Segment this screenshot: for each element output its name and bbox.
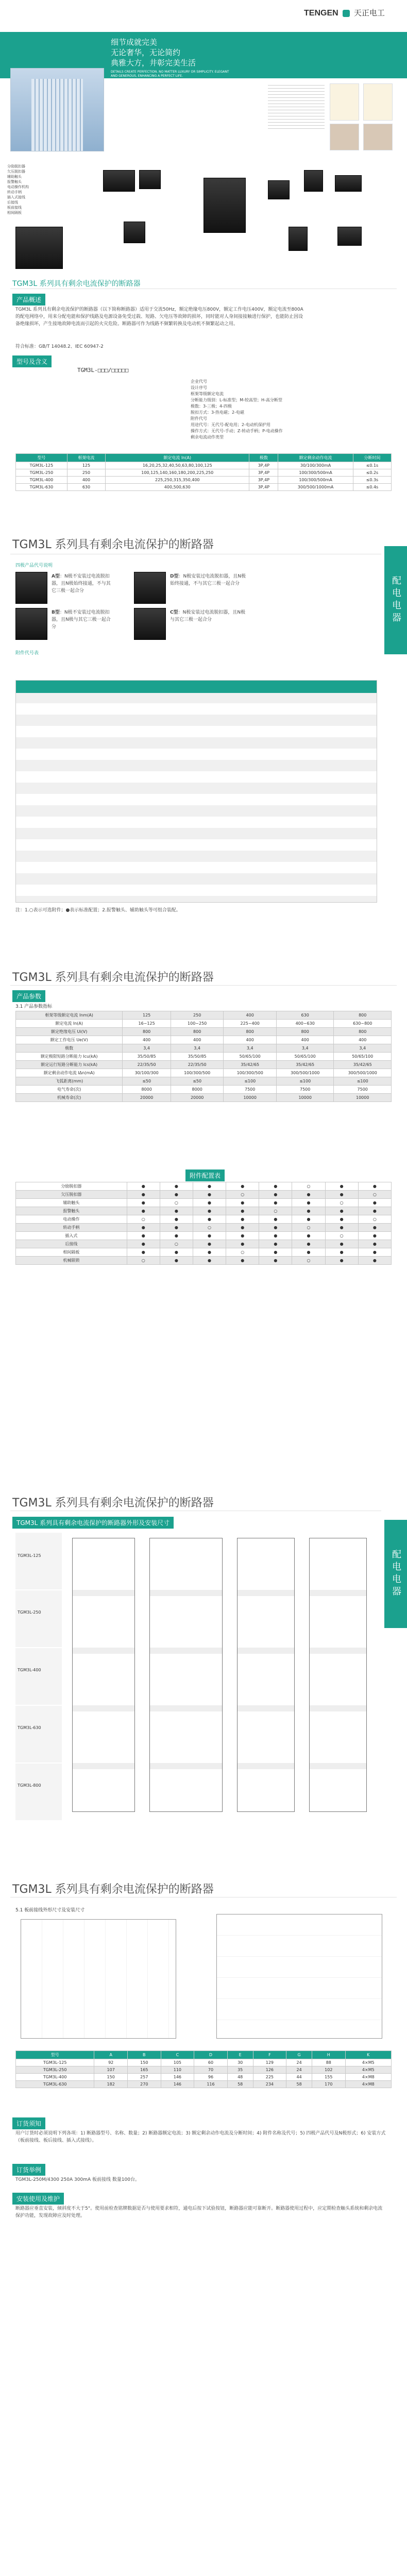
table-cell: 270: [127, 2081, 161, 2088]
param-name: 飞弧距离(mm): [16, 1077, 123, 1086]
param-value: 50/65/100: [334, 1053, 392, 1061]
accessory-caption: 附件配置表: [185, 1170, 225, 1181]
breaker-type-image: [15, 572, 47, 604]
type-desc: D型：N极安装过电流脱扣器，且N极始终接通，不与其它三极一起合分: [170, 574, 246, 586]
order-heading: 订货须知: [12, 2117, 45, 2129]
table-header: 型号: [16, 2051, 94, 2059]
table-row: [16, 2066, 392, 2074]
table-header: 极数: [249, 454, 278, 462]
param-value: 400: [123, 1036, 171, 1044]
table-cell: 24: [286, 2059, 312, 2066]
accessory-label: 板前接线: [7, 206, 22, 210]
param-value: 10000: [224, 1094, 277, 1102]
example-text: TGM3L-250M/4300 250A 300mA 板前接线 数量100台。: [15, 2177, 140, 2182]
table-cell: TGM3L-400: [16, 477, 67, 484]
param-value: 225~400: [224, 1020, 277, 1028]
param-name: 机械寿命(次): [16, 1094, 123, 1102]
param-value: 50/65/100: [276, 1053, 334, 1061]
accessory-image: [103, 170, 135, 192]
accessory-label: 辅助触头: [7, 175, 22, 179]
dimension-row-label: TGM3L-630: [18, 1725, 41, 1730]
param-value: 125: [123, 1011, 171, 1020]
dimension-row-label: TGM3L-800: [18, 1783, 41, 1788]
table-cell: 58: [286, 2081, 312, 2088]
param-value: 400: [224, 1011, 277, 1020]
accessory-name: 分励脱扣器: [16, 1182, 127, 1191]
table-header: F: [253, 2051, 286, 2059]
table-cell: 105: [161, 2059, 194, 2066]
param-name: 额定绝缘电压 Ui(V): [16, 1028, 123, 1036]
param-value: 100/300/500: [224, 1069, 277, 1077]
table-header: D: [194, 2051, 228, 2059]
param-value: 7500: [334, 1086, 392, 1094]
accessory-label: 分励脱扣器: [7, 164, 25, 168]
type-text: N极安装过电流脱扣器，且N极与其它三极一起合分: [170, 610, 246, 622]
table-cell: 250: [67, 469, 105, 477]
table-header: 额定电流 In(A): [106, 454, 249, 462]
table-cell: 24: [286, 2066, 312, 2074]
accessory-label: 后接线: [7, 200, 18, 205]
param-name: 额定运行短路分断能力 Ics(kA): [16, 1061, 123, 1069]
example-heading: 订货举例: [12, 2164, 45, 2176]
table-cell: 225,250,315,350,400: [106, 477, 249, 484]
outline-drawing: [309, 1538, 367, 1812]
table-cell: 165: [127, 2066, 161, 2074]
param-value: 16~125: [123, 1020, 171, 1028]
breaker-type-image: [134, 572, 166, 604]
param-name: 额定电流 In(A): [16, 1020, 123, 1028]
param-value: 7500: [224, 1086, 277, 1094]
certificate-image: [330, 83, 359, 121]
table-cell: 100/300/500mA: [278, 477, 353, 484]
param-value: 400: [224, 1036, 277, 1044]
breaker-type-image: [134, 608, 166, 640]
breaker-type-image: [15, 608, 47, 640]
table-cell: 4×M5: [345, 2059, 391, 2066]
table-cell: 3P,4P: [249, 484, 278, 491]
accessory-image: [337, 227, 362, 246]
accessory-name: 相间隔板: [16, 1248, 127, 1257]
table-cell: TGM3L-400: [16, 2074, 94, 2081]
param-value: 50/65/100: [224, 1053, 277, 1061]
model-note: 脱扣方式：3-热电磁；2-电磁: [191, 410, 244, 415]
outline-drawing: [72, 1538, 135, 1812]
param-name: 额定极限短路分断能力 Icu(kA): [16, 1053, 123, 1061]
section-title: TGM3L 系列具有剩余电流保护的断路器: [12, 538, 214, 551]
model-note: 设计序号: [191, 385, 207, 390]
table-cell: 4×M8: [345, 2074, 391, 2081]
model-code: TGM3L-□□□/□□□□□: [77, 367, 129, 374]
table-cell: 300/500/1000mA: [278, 484, 353, 491]
param-value: ≤50: [123, 1077, 171, 1086]
section-title: TGM3L 系列具有剩余电流保护的断路器: [12, 280, 141, 288]
dimension-drawing: [216, 1914, 382, 2039]
table-cell: 170: [312, 2081, 346, 2088]
param-value: 800: [123, 1028, 171, 1036]
param-value: 8000: [171, 1086, 224, 1094]
table-cell: 129: [253, 2059, 286, 2066]
table-cell: 4×M5: [345, 2066, 391, 2074]
table-cell: ≤0.4s: [353, 484, 391, 491]
table-cell: 150: [127, 2059, 161, 2066]
table-cell: 146: [161, 2074, 194, 2081]
table-cell: 100/300/500mA: [278, 469, 353, 477]
param-value: 35/42/65: [276, 1061, 334, 1069]
param-value: 20000: [171, 1094, 224, 1102]
param-value: 8000: [123, 1086, 171, 1094]
table-caption: 5.1 板前接线外形尺寸及安装尺寸: [15, 1908, 85, 1913]
table-cell: 4×M8: [345, 2081, 391, 2088]
accessory-name: 辅助触头: [16, 1199, 127, 1207]
table-cell: 16,20,25,32,40,50,63,80,100,125: [106, 462, 249, 469]
table-header: K: [345, 2051, 391, 2059]
accessory-name: 报警触头: [16, 1207, 127, 1215]
table-note: 注：1.○表示可选附件；●表示标准配置；2.报警触头、辅助触头等可组合装配。: [15, 908, 181, 913]
slogan: [111, 37, 229, 78]
certificate-image: [363, 83, 393, 121]
type-desc: A型：N极不安装过电流脱扣器，且N极始终接通，不与其它三极一起合分: [52, 574, 111, 594]
table-cell: 400: [67, 477, 105, 484]
slogan-line: 细节成就完美: [111, 38, 158, 47]
table-cell: 3P,4P: [249, 462, 278, 469]
param-value: 300/500/1000: [334, 1069, 392, 1077]
accessory-name: 后接线: [16, 1240, 127, 1248]
breaker-image: [15, 227, 63, 269]
standard-text: 符合标准：GB/T 14048.2、IEC 60947-2: [15, 344, 104, 349]
accessory-label: 欠压脱扣器: [7, 170, 25, 174]
table-cell: ≤0.3s: [353, 477, 391, 484]
model-notes: [191, 379, 283, 440]
brand-cn: 天正电工: [353, 8, 385, 18]
table-cell: 58: [227, 2081, 253, 2088]
model-note: 框架等级额定电流: [191, 392, 224, 396]
side-tab: 配电电器: [384, 1520, 407, 1628]
type-desc: B型：N极不安装过电流脱扣器，且N极与其它三极一起合分: [52, 610, 111, 630]
model-note: 操作方式：无代号-手动；Z-转动手柄；P-电动操作: [191, 429, 283, 433]
param-value: 800: [334, 1028, 392, 1036]
section-title: TGM3L 系列具有剩余电流保护的断路器: [12, 1497, 214, 1510]
table-row: [16, 469, 392, 477]
slogan-line: 典雅大方，井彰完美生活: [111, 58, 196, 67]
model-note: 用途代号：无代号-配电用；2-电动机保护用: [191, 422, 270, 427]
accessory-image: [124, 222, 145, 243]
param-value: 800: [276, 1028, 334, 1036]
table-cell: 150: [94, 2074, 128, 2081]
table-header: 框架电流: [67, 454, 105, 462]
table-header: G: [286, 2051, 312, 2059]
param-value: 400~630: [276, 1020, 334, 1028]
table-cell: 110: [161, 2066, 194, 2074]
table-row: [16, 2074, 392, 2081]
model-note: 分断能力级别：L-标准型；M-较高型；H-高分断型: [191, 398, 282, 402]
param-value: 800: [224, 1028, 277, 1036]
param-value: 30/100/300: [123, 1069, 171, 1077]
table-cell: 257: [127, 2074, 161, 2081]
install-text: 断路器应垂直安装，倾斜度不大于5°。使用前检查铭牌数据是否与使用要求相符，通电后按下试验按钮，断路器应能可靠断开。断路器使用过程中，应定期检查触头系统和剩余电流保护功能，发现故障应及时处理。: [15, 2206, 383, 2218]
accessory-config-table: 分励脱扣器 ● ● ● ● ● ○ ● ● 欠压脱扣器 ● ● ● ○ ● ● ● ○ 辅助触头 ● ○ ● ● ● ● ○ ● 报警触头 ● ● ● ● ○ ● ● ● 电动操作 ○ ● ● ● ● ● ● ○ 转动手柄 ● ● ○ ● ● ○ ● ● 插入式 ● ● ● ● ● ● ○ ● 后接线 ● ○ ● ● ● ● ● ● 相间隔板 ● ● ● ○ ● ● ● ● 机械联锁 ○ ● ● ● ● ○ ● ●: [15, 1182, 392, 1265]
param-value: 800: [334, 1011, 392, 1020]
accessory-label: 相间隔板: [7, 211, 22, 215]
table-cell: 60: [194, 2059, 228, 2066]
param-value: 20000: [123, 1094, 171, 1102]
param-value: 400: [334, 1036, 392, 1044]
type-text: N极不安装过电流脱扣器，且N极与其它三极一起合分: [52, 610, 111, 630]
table-header: H: [312, 2051, 346, 2059]
table-cell: 30/100/300mA: [278, 462, 353, 469]
table-cell: 155: [312, 2074, 346, 2081]
param-value: 300/500/1000: [276, 1069, 334, 1077]
table-cell: 35: [227, 2066, 253, 2074]
table-row: [16, 462, 392, 469]
table-cell: 100,125,140,160,180,200,225,250: [106, 469, 249, 477]
model-note: 附件代号: [191, 416, 207, 421]
side-tab: 配电电器: [384, 546, 407, 654]
table-row: [16, 484, 392, 491]
param-name: 电气寿命(次): [16, 1086, 123, 1094]
type-code: B型: [52, 610, 60, 615]
param-value: 10000: [334, 1094, 392, 1102]
table-row: [16, 2059, 392, 2066]
accessory-image: [304, 170, 323, 192]
table-cell: 182: [94, 2081, 128, 2088]
table-header: E: [227, 2051, 253, 2059]
accessory-image: [335, 175, 362, 192]
table-cell: TGM3L-250: [16, 469, 67, 477]
accessory-name: 插入式: [16, 1232, 127, 1240]
param-value: 10000: [276, 1094, 334, 1102]
param-value: 3,4: [276, 1044, 334, 1053]
order-text: 用户订货时必须说明下列各项：1) 断路器型号、名称、数量；2) 断路器额定电流；3) 额定剩余动作电流及分断时间；4) 附件名称及代号；5) 四极产品代号及N极形式；6) 安装方式（板前接线、板后接线、插入式接线）。: [15, 2131, 386, 2143]
table-cell: 3P,4P: [249, 469, 278, 477]
table-header: C: [161, 2051, 194, 2059]
type-code: A型: [52, 574, 60, 579]
type-text: N极安装过电流脱扣器，且N极始终接通，不与其它三极一起合分: [170, 574, 246, 586]
brand-symbol-icon: [343, 10, 350, 17]
table-cell: 107: [94, 2066, 128, 2074]
param-name: 额定工作电压 Ue(V): [16, 1036, 123, 1044]
table-cell: 630: [67, 484, 105, 491]
table-cell: TGM3L-125: [16, 2059, 94, 2066]
param-value: 35/42/65: [334, 1061, 392, 1069]
table-cell: 146: [161, 2081, 194, 2088]
table-cell: TGM3L-250: [16, 2066, 94, 2074]
param-value: 100/300/500: [171, 1069, 224, 1077]
table-cell: 126: [253, 2066, 286, 2074]
accessory-image: [139, 170, 161, 189]
param-value: ≤100: [334, 1077, 392, 1086]
accessory-label: 电动操作机构: [7, 185, 29, 189]
table-cell: ≤0.2s: [353, 469, 391, 477]
certificate-text: [268, 82, 325, 129]
model-note: 极数：3-三极；4-四极: [191, 404, 232, 409]
accessory-name: 转动手柄: [16, 1224, 127, 1232]
param-value: 250: [171, 1011, 224, 1020]
table-cell: 44: [286, 2074, 312, 2081]
accessory-name: 机械联锁: [16, 1257, 127, 1265]
table-cell: 3P,4P: [249, 477, 278, 484]
table-header: A: [94, 2051, 128, 2059]
table-header: B: [127, 2051, 161, 2059]
slogan-line: 无论奢华，无论简约: [111, 48, 181, 57]
accessory-name: 电动操作: [16, 1215, 127, 1224]
param-name: 极数: [16, 1044, 123, 1053]
section-title: TGM3L 系列具有剩余电流保护的断路器: [12, 1883, 214, 1896]
param-value: 3,4: [224, 1044, 277, 1053]
table-cell: 234: [253, 2081, 286, 2088]
brand-en: TENGEN: [304, 9, 338, 18]
portrait-image: [330, 124, 359, 150]
section-tab: 产品概述: [12, 294, 45, 306]
model-note: 企业代号: [191, 379, 207, 384]
table-header: 型号: [16, 454, 67, 462]
param-value: 630~800: [334, 1020, 392, 1028]
table-cell: TGM3L-125: [16, 462, 67, 469]
param-value: 35/42/65: [224, 1061, 277, 1069]
parameter-table: [15, 1011, 392, 1102]
param-value: 400: [171, 1036, 224, 1044]
param-value: ≤100: [224, 1077, 277, 1086]
table-header: 分断时间: [353, 454, 391, 462]
param-value: 800: [171, 1028, 224, 1036]
table-cell: TGM3L-630: [16, 484, 67, 491]
header-logo: [304, 7, 407, 21]
breaker-front-image: [204, 178, 246, 233]
accessory-label: 报警触头: [7, 180, 22, 184]
param-value: ≤100: [276, 1077, 334, 1086]
param-value: 35/50/85: [171, 1053, 224, 1061]
type-text: N极不安装过电流脱扣器，且N极始终接通，不与其它三极一起合分: [52, 574, 111, 594]
param-value: ≤50: [171, 1077, 224, 1086]
accessory-label: 转动手柄: [7, 190, 22, 194]
param-value: 100~250: [171, 1020, 224, 1028]
param-value: 630: [276, 1011, 334, 1020]
param-value: 35/50/85: [123, 1053, 171, 1061]
table-cell: 400,500,630: [106, 484, 249, 491]
dimension-row-label: TGM3L-400: [18, 1668, 41, 1672]
param-value: 7500: [276, 1086, 334, 1094]
outline-drawing: [149, 1538, 223, 1812]
param-value: 3,4: [334, 1044, 392, 1053]
type-code: D型: [170, 574, 179, 579]
param-value: 22/35/50: [123, 1061, 171, 1069]
model-note: 剩余电流动作类型: [191, 435, 224, 439]
table-cell: 88: [312, 2059, 346, 2066]
section-tab: TGM3L 系列具有剩余电流保护的断路器外形及安装尺寸: [12, 1517, 174, 1529]
table-row: [16, 2081, 392, 2088]
section-tab: 产品参数: [12, 990, 45, 1002]
param-value: 22/35/50: [171, 1061, 224, 1069]
table-cell: 125: [67, 462, 105, 469]
dimension-drawings: [15, 1533, 376, 1821]
param-name: 额定剩余动作电流 IΔn(mA): [16, 1069, 123, 1077]
dimension-row-label: TGM3L-250: [18, 1610, 41, 1615]
accessory-code-table: [15, 680, 377, 903]
outline-drawing: [237, 1538, 295, 1812]
accessory-name: 欠压脱扣器: [16, 1191, 127, 1199]
table-caption: 3.1 产品参数指标: [15, 1004, 53, 1009]
dimension-drawing: [21, 1919, 176, 2039]
table-cell: 92: [94, 2059, 128, 2066]
overview-text: TGM3L 系列具有剩余电流保护的断路器（以下简称断路器）适用于交流50Hz，额定绝缘电压800V，额定工作电压400V，额定电流至800A的配电网络中，用来分配电能和保护线路及电源设备免受过载、短路、欠电压等故障的损坏，同时能对人身间接接触进行保护，也能防止因设备绝缘损坏，产生接地故障电流而引起的火灾危险。断路器可作为线路不频繁转换及电动机不频繁起动之用。: [15, 307, 303, 327]
table-cell: ≤0.1s: [353, 462, 391, 469]
param-value: 3,4: [123, 1044, 171, 1053]
table-cell: 102: [312, 2066, 346, 2074]
model-heading: 型号及含义: [12, 355, 52, 367]
accessory-label-list: [7, 164, 29, 215]
accessory-image: [268, 180, 290, 199]
param-name: 框架等级额定电流 Inm(A): [16, 1011, 123, 1020]
table-caption: 附件代号表: [15, 651, 39, 656]
building-image: [10, 68, 104, 151]
install-heading: 安装使用及维护: [12, 2193, 64, 2205]
table-cell: TGM3L-630: [16, 2081, 94, 2088]
portrait-image: [363, 124, 393, 150]
accessory-image: [289, 227, 308, 251]
table-row: [16, 477, 392, 484]
table-cell: 225: [253, 2074, 286, 2081]
table-cell: 116: [194, 2081, 228, 2088]
table-cell: 48: [227, 2074, 253, 2081]
table-cell: 70: [194, 2066, 228, 2074]
accessory-label: 插入式接线: [7, 195, 25, 199]
table-cell: 30: [227, 2059, 253, 2066]
subhead: 四极产品代号说明: [15, 563, 53, 568]
table-cell: 96: [194, 2074, 228, 2081]
dimension-row-label: TGM3L-125: [18, 1553, 41, 1558]
dimension-table: [15, 2050, 392, 2088]
type-code: C型: [170, 610, 178, 615]
section-title: TGM3L 系列具有剩余电流保护的断路器: [12, 971, 214, 984]
param-value: 400: [276, 1036, 334, 1044]
divider: [10, 985, 397, 986]
rating-table: [15, 453, 392, 491]
table-header: 额定剩余动作电流: [278, 454, 353, 462]
type-desc: C型：N极安装过电流脱扣器，且N极与其它三极一起合分: [170, 610, 246, 622]
param-value: 3,4: [171, 1044, 224, 1053]
slogan-en: DETAILS CREATE PERFECTION. NO MATTER LUXURY OR SIMPLICITY. ELEGANT AND GENEROUS, ENHANCING A PERFECT LIFE.: [111, 70, 229, 78]
